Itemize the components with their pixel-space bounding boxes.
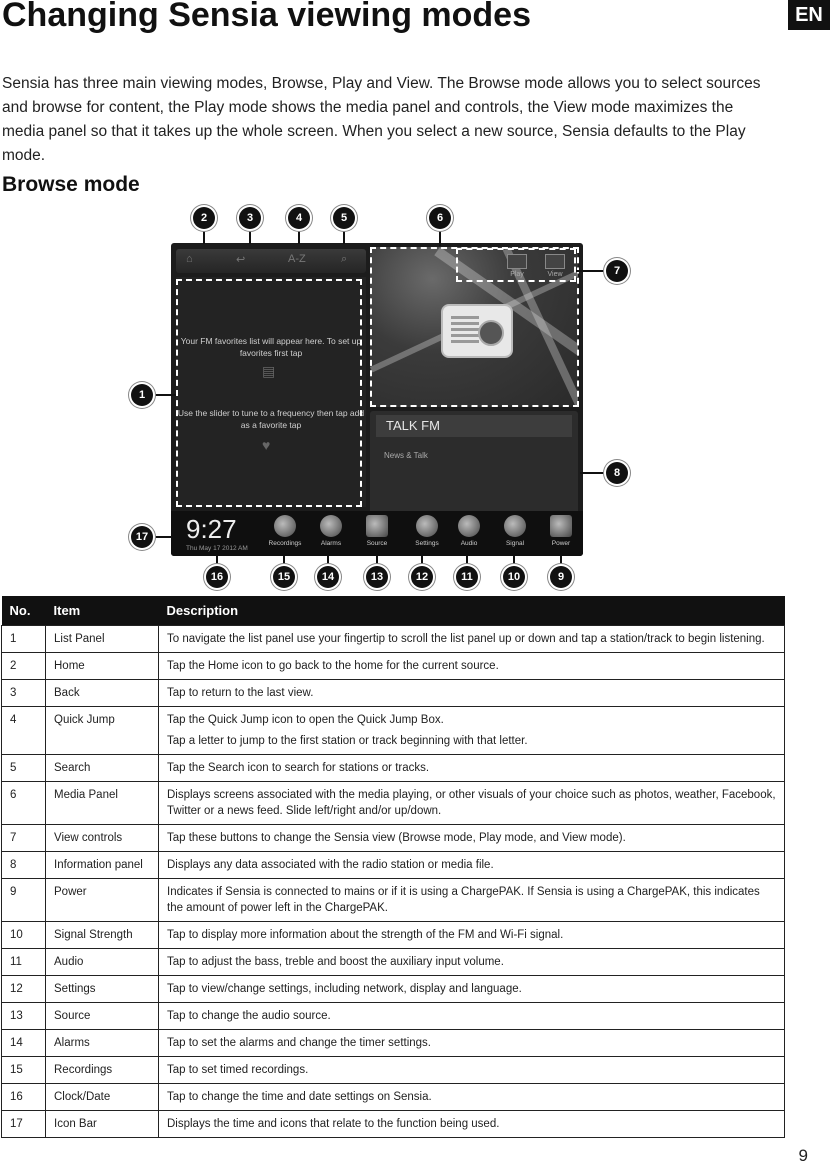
icon-bar: [171, 511, 583, 556]
audio-icon: Audio: [451, 515, 487, 547]
table-row: 17 Icon Bar Displays the time and icons that relate to the function being used.: [2, 1111, 785, 1138]
play-mode-button: Play: [502, 253, 532, 279]
table-header-row: [2, 596, 785, 626]
list-message-favorites: Your FM favorites list will appear here. To set up favorites first tap: [180, 336, 362, 358]
table-row: 1 List Panel To navigate the list panel use your fingertip to scroll the list panel up or down and tap a station/track to begin listening.: [2, 626, 785, 653]
view-controls-highlight: [456, 248, 576, 282]
callout-13: 13: [366, 566, 388, 588]
favorites-icon: ▤: [262, 363, 276, 379]
callout-11: 11: [456, 566, 478, 588]
source-icon: Source: [359, 515, 395, 547]
information-panel: [370, 411, 578, 516]
callout-6: 6: [429, 207, 451, 229]
station-genre: News & Talk: [384, 451, 428, 460]
callout-8: 8: [606, 462, 628, 484]
callout-12: 12: [411, 566, 433, 588]
list-message-slider: Use the slider to tune to a frequency then tap add as a favorite tap: [177, 408, 365, 430]
table-row: 2 Home Tap the Home icon to go back to the home for the current source.: [2, 653, 785, 680]
callout-16: 16: [206, 566, 228, 588]
clock: 9:27: [186, 514, 237, 544]
settings-icon: Settings: [409, 515, 445, 547]
table-row: 13 Source Tap to change the audio source.: [2, 1003, 785, 1030]
header-item: Item: [46, 596, 159, 626]
page-title: Changing Sensia viewing modes: [2, 0, 531, 34]
language-badge: EN: [788, 0, 830, 30]
header-description: Description: [159, 596, 785, 626]
back-icon: ↩: [236, 254, 246, 266]
alarms-icon: Alarms: [313, 515, 349, 547]
table-row: 11 Audio Tap to adjust the bass, treble and boost the auxiliary input volume.: [2, 949, 785, 976]
signal-icon: Signal: [497, 515, 533, 547]
view-mode-button: View: [540, 253, 570, 279]
table-row: 12 Settings Tap to view/change settings, including network, display and language.: [2, 976, 785, 1003]
header-no: No.: [2, 596, 46, 626]
callout-10: 10: [503, 566, 525, 588]
callout-2: 2: [193, 207, 215, 229]
intro-paragraph: Sensia has three main viewing modes, Browse, Play and View. The Browse mode allows you to select sources and browse for content, the Play mode shows the media panel and controls, the View mode maximizes the media panel so that it takes up the whole screen. When you select a new source, Sensia defaults to the Play mode.: [2, 75, 761, 164]
table-row: 16 Clock/Date Tap to change the time and date settings on Sensia.: [2, 1084, 785, 1111]
table-row: 3 Back Tap to return to the last view.: [2, 680, 785, 707]
section-title: Browse mode: [2, 173, 140, 196]
table-row: 8 Information panel Displays any data associated with the radio station or media file.: [2, 852, 785, 879]
table-row: 7 View controls Tap these buttons to change the Sensia view (Browse mode, Play mode, and View mode).: [2, 825, 785, 852]
power-icon: Power: [543, 515, 579, 547]
table-row: 9 Power Indicates if Sensia is connected to mains or if it is using a ChargePAK. If Sensia is using a ChargePAK, this indicates the amount of power left in the ChargePAK.: [2, 879, 785, 922]
callout-5: 5: [333, 207, 355, 229]
callout-14: 14: [317, 566, 339, 588]
callout-15: 15: [273, 566, 295, 588]
date: Thu May 17 2012 AM: [186, 545, 248, 552]
top-bar: [176, 249, 366, 273]
table-row: 15 Recordings Tap to set timed recordings.: [2, 1057, 785, 1084]
table-row: 6 Media Panel Displays screens associated with the media playing, or other visuals of your choice such as photos, weather, Facebook, Twitter or a news feed. Slide left/right and/or up/down.: [2, 782, 785, 825]
home-icon: ⌂: [186, 253, 193, 265]
item-description-table: [1, 596, 785, 1138]
callout-3: 3: [239, 207, 261, 229]
quick-jump-icon: A-Z: [288, 253, 306, 265]
station-name: TALK FM: [376, 415, 572, 437]
search-icon: ⌕: [341, 253, 348, 265]
callout-1: 1: [131, 384, 153, 406]
page-number: 9: [798, 1146, 808, 1165]
callout-4: 4: [288, 207, 310, 229]
add-favorite-icon: ♥: [262, 437, 271, 453]
list-panel-highlight: [176, 279, 362, 507]
table-row: 14 Alarms Tap to set the alarms and change the timer settings.: [2, 1030, 785, 1057]
recordings-icon: Recordings: [267, 515, 303, 547]
table-row: 5 Search Tap the Search icon to search for stations or tracks.: [2, 755, 785, 782]
callout-17: 17: [131, 526, 153, 548]
table-row: 10 Signal Strength Tap to display more information about the strength of the FM and Wi-Fi signal.: [2, 922, 785, 949]
callout-9: 9: [550, 566, 572, 588]
callout-7: 7: [606, 260, 628, 282]
table-row: 4 Quick Jump Tap the Quick Jump icon to open the Quick Jump Box. Tap a letter to jump to the first station or track beginning with that letter.: [2, 707, 785, 755]
